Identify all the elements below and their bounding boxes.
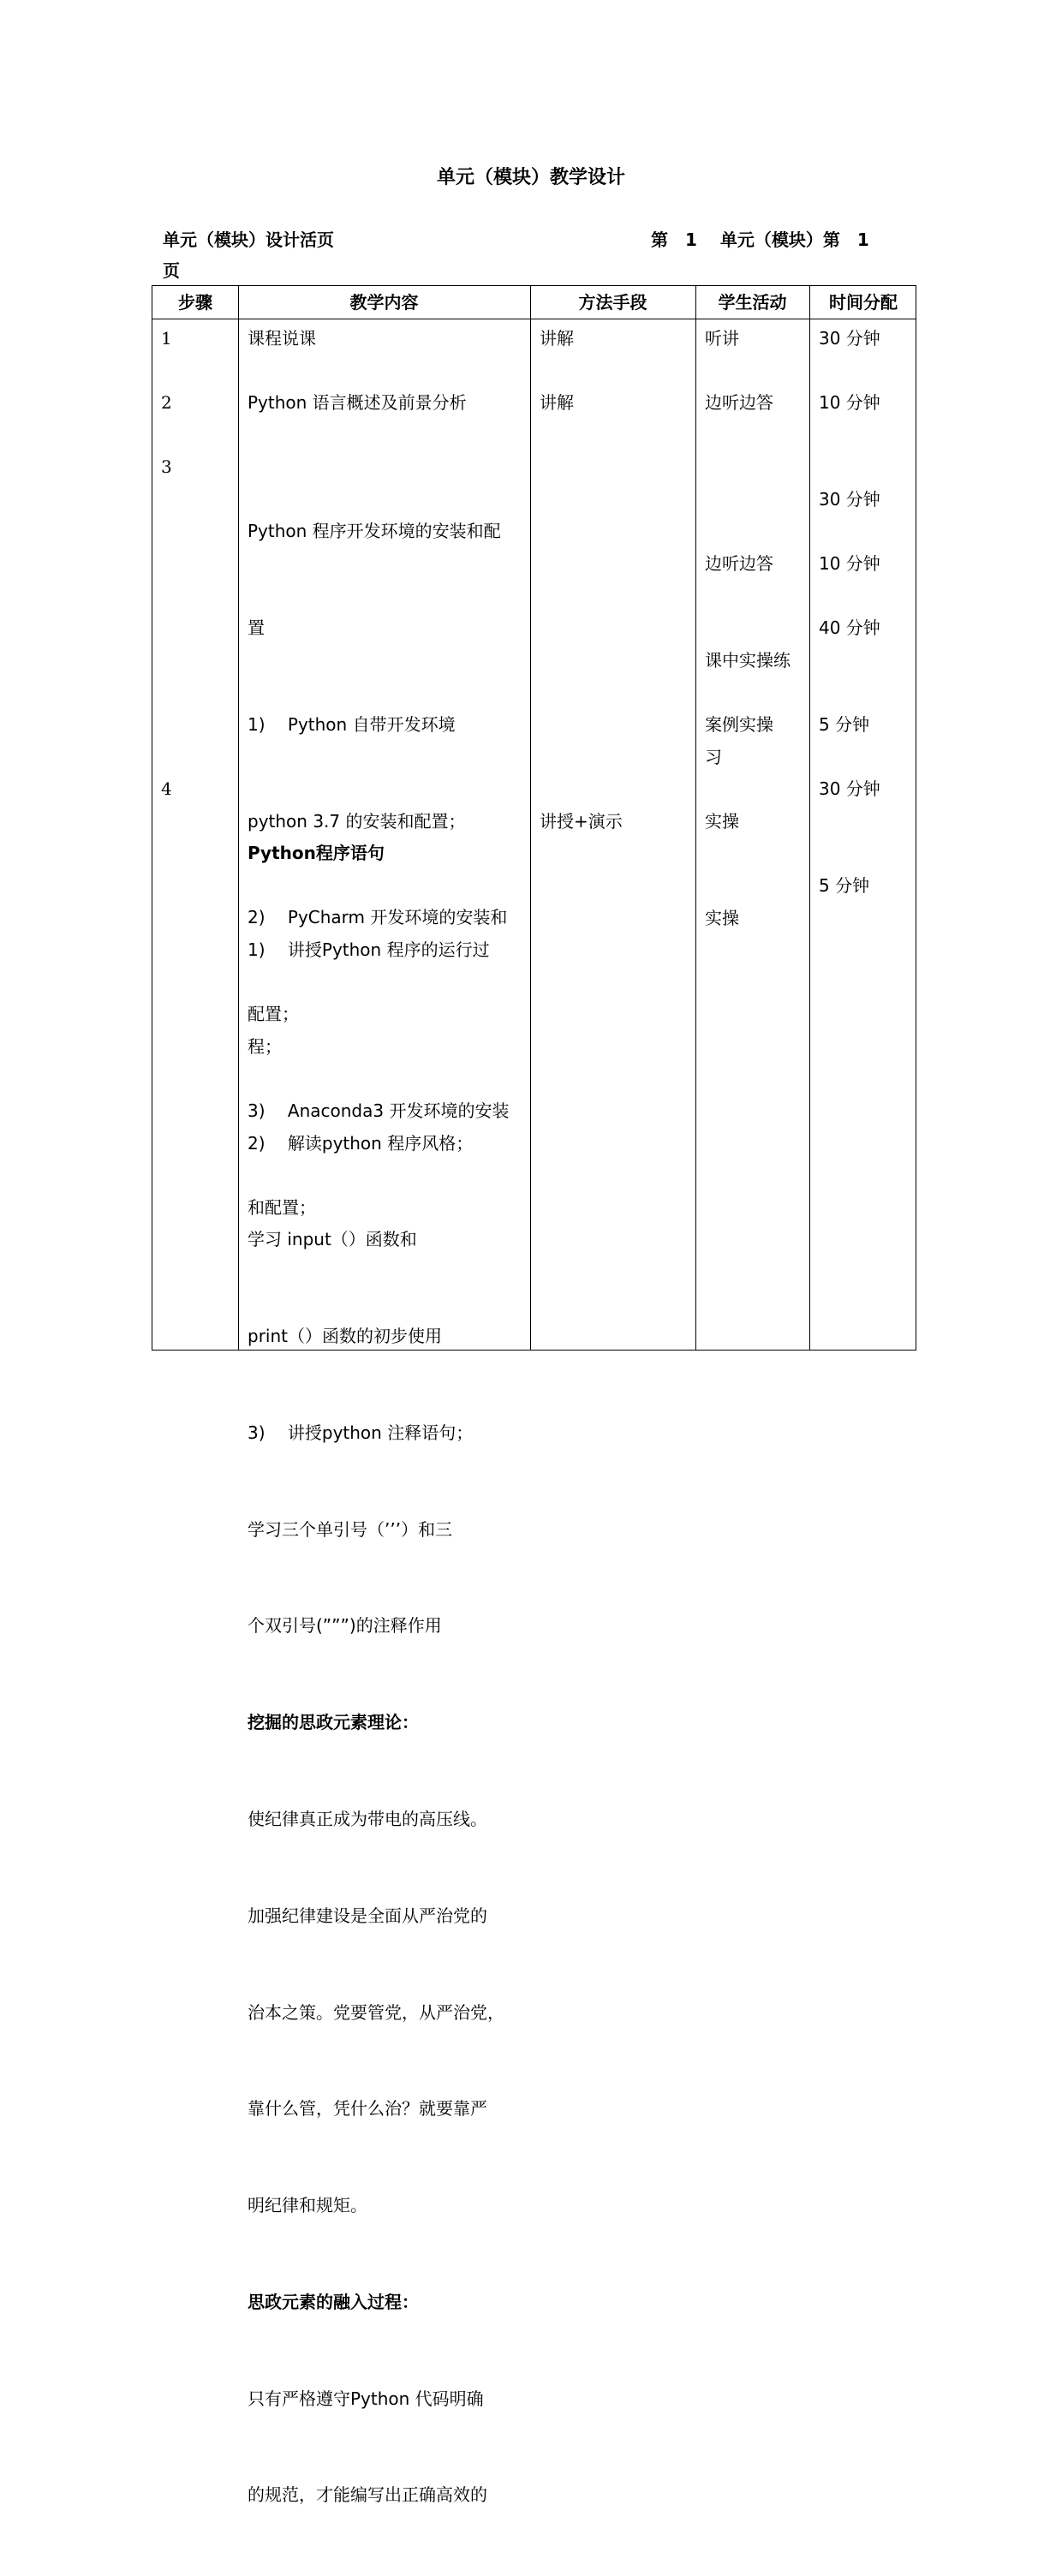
lesson-design-table [152, 285, 916, 2506]
time-allocation: 30 分钟 [819, 778, 880, 799]
content-line: 2) PyCharm 开发环境的安装和 [248, 907, 508, 928]
time-allocation: 30 分钟 [819, 328, 880, 349]
content-line: 2) 解读python 程序风格； [248, 1132, 474, 1154]
header-time: 时间分配 [829, 292, 898, 313]
header-method: 方法手段 [578, 292, 647, 313]
activity-line: 边听边答 [705, 553, 773, 575]
content-line: 1) 讲授Python 程序的运行过 [248, 939, 490, 960]
time-allocation: 30 分钟 [819, 489, 880, 510]
content-line: 和配置； [248, 1196, 316, 1218]
unit-page-indicator: 第 1 单元（模块）第 1 [651, 230, 869, 250]
time-allocation: 40 分钟 [819, 617, 880, 638]
method-lecture-demo: 讲授+演示 [540, 811, 623, 832]
content-course-intro: 课程说课 [248, 328, 316, 349]
content-line: 程； [248, 1035, 282, 1057]
header-step: 步骤 [178, 292, 212, 313]
page-title: 单元（模块）教学设计 [436, 167, 625, 188]
activity-line: 课中实操练 [705, 649, 791, 671]
content-heading: 思政元素的融入过程： [248, 2291, 419, 2312]
content-heading: Python程序语句 [248, 843, 385, 864]
method-lecture: 讲解 [540, 392, 574, 413]
content-line: 学习三个单引号（’’’）和三 [248, 1518, 453, 1540]
content-python-overview: Python 语言概述及前景分析 [248, 392, 467, 413]
content-line: 明纪律和规矩。 [248, 2195, 367, 2216]
header-content: 教学内容 [349, 292, 419, 313]
time-allocation: 10 分钟 [819, 392, 880, 413]
column-divider [530, 286, 531, 1350]
content-line: 治本之策。党要管党，从严治党， [248, 2001, 504, 2023]
content-line: 靠什么管，凭什么治？就要靠严 [248, 2098, 487, 2120]
method-lecture: 讲解 [540, 328, 574, 349]
time-allocation: 5 分钟 [819, 875, 870, 896]
activity-case-practice: 案例实操 [705, 714, 773, 735]
content-line: 配置； [248, 1004, 299, 1025]
content-line: python 3.7 的安装和配置； [248, 810, 466, 832]
content-line: 1) Python 自带开发环境 [248, 713, 456, 735]
activity-listen: 听讲 [705, 328, 739, 349]
step-number: 4 [161, 778, 172, 799]
content-program-statements [248, 773, 504, 2576]
content-line: 个双引号(”””)的注释作用 [248, 1615, 442, 1637]
time-allocation: 5 分钟 [819, 714, 870, 735]
step-number: 1 [161, 328, 172, 349]
content-heading: 挖掘的思政元素理论： [248, 1712, 419, 1733]
content-line: 加强纪律建设是全面从严治党的 [248, 1905, 487, 1926]
activity-hands-on: 实操 [705, 908, 739, 928]
content-line: 的规范，才能编写出正确高效的 [248, 2484, 487, 2506]
column-divider [238, 286, 239, 1350]
content-line: Python 程序开发环境的安装和配 [248, 521, 501, 542]
time-allocation: 10 分钟 [819, 553, 880, 574]
column-divider [809, 286, 810, 1350]
content-line: 置 [248, 617, 265, 638]
header-activity: 学生活动 [718, 292, 787, 313]
content-line: 学习 input（）函数和 [248, 1229, 417, 1250]
content-line: 使纪律真正成为带电的高压线。 [248, 1809, 487, 1829]
content-line: 只有严格遵守Python 代码明确 [248, 2388, 484, 2409]
content-line: 3) 讲授python 注释语句； [248, 1422, 474, 1443]
column-divider [695, 286, 696, 1350]
content-line: 3) Anaconda3 开发环境的安装 [248, 1100, 510, 1121]
activity-listen-answer: 边听边答 [705, 392, 773, 413]
activity-line: 习 [705, 746, 722, 767]
step-number: 2 [161, 392, 172, 413]
activity-hands-on: 实操 [705, 811, 739, 832]
design-sheet-label: 单元（模块）设计活页 [163, 230, 334, 250]
content-line: print（）函数的初步使用 [248, 1326, 442, 1347]
step-number: 3 [161, 456, 172, 477]
page-suffix: 页 [163, 260, 180, 281]
activity-practice [705, 484, 791, 838]
